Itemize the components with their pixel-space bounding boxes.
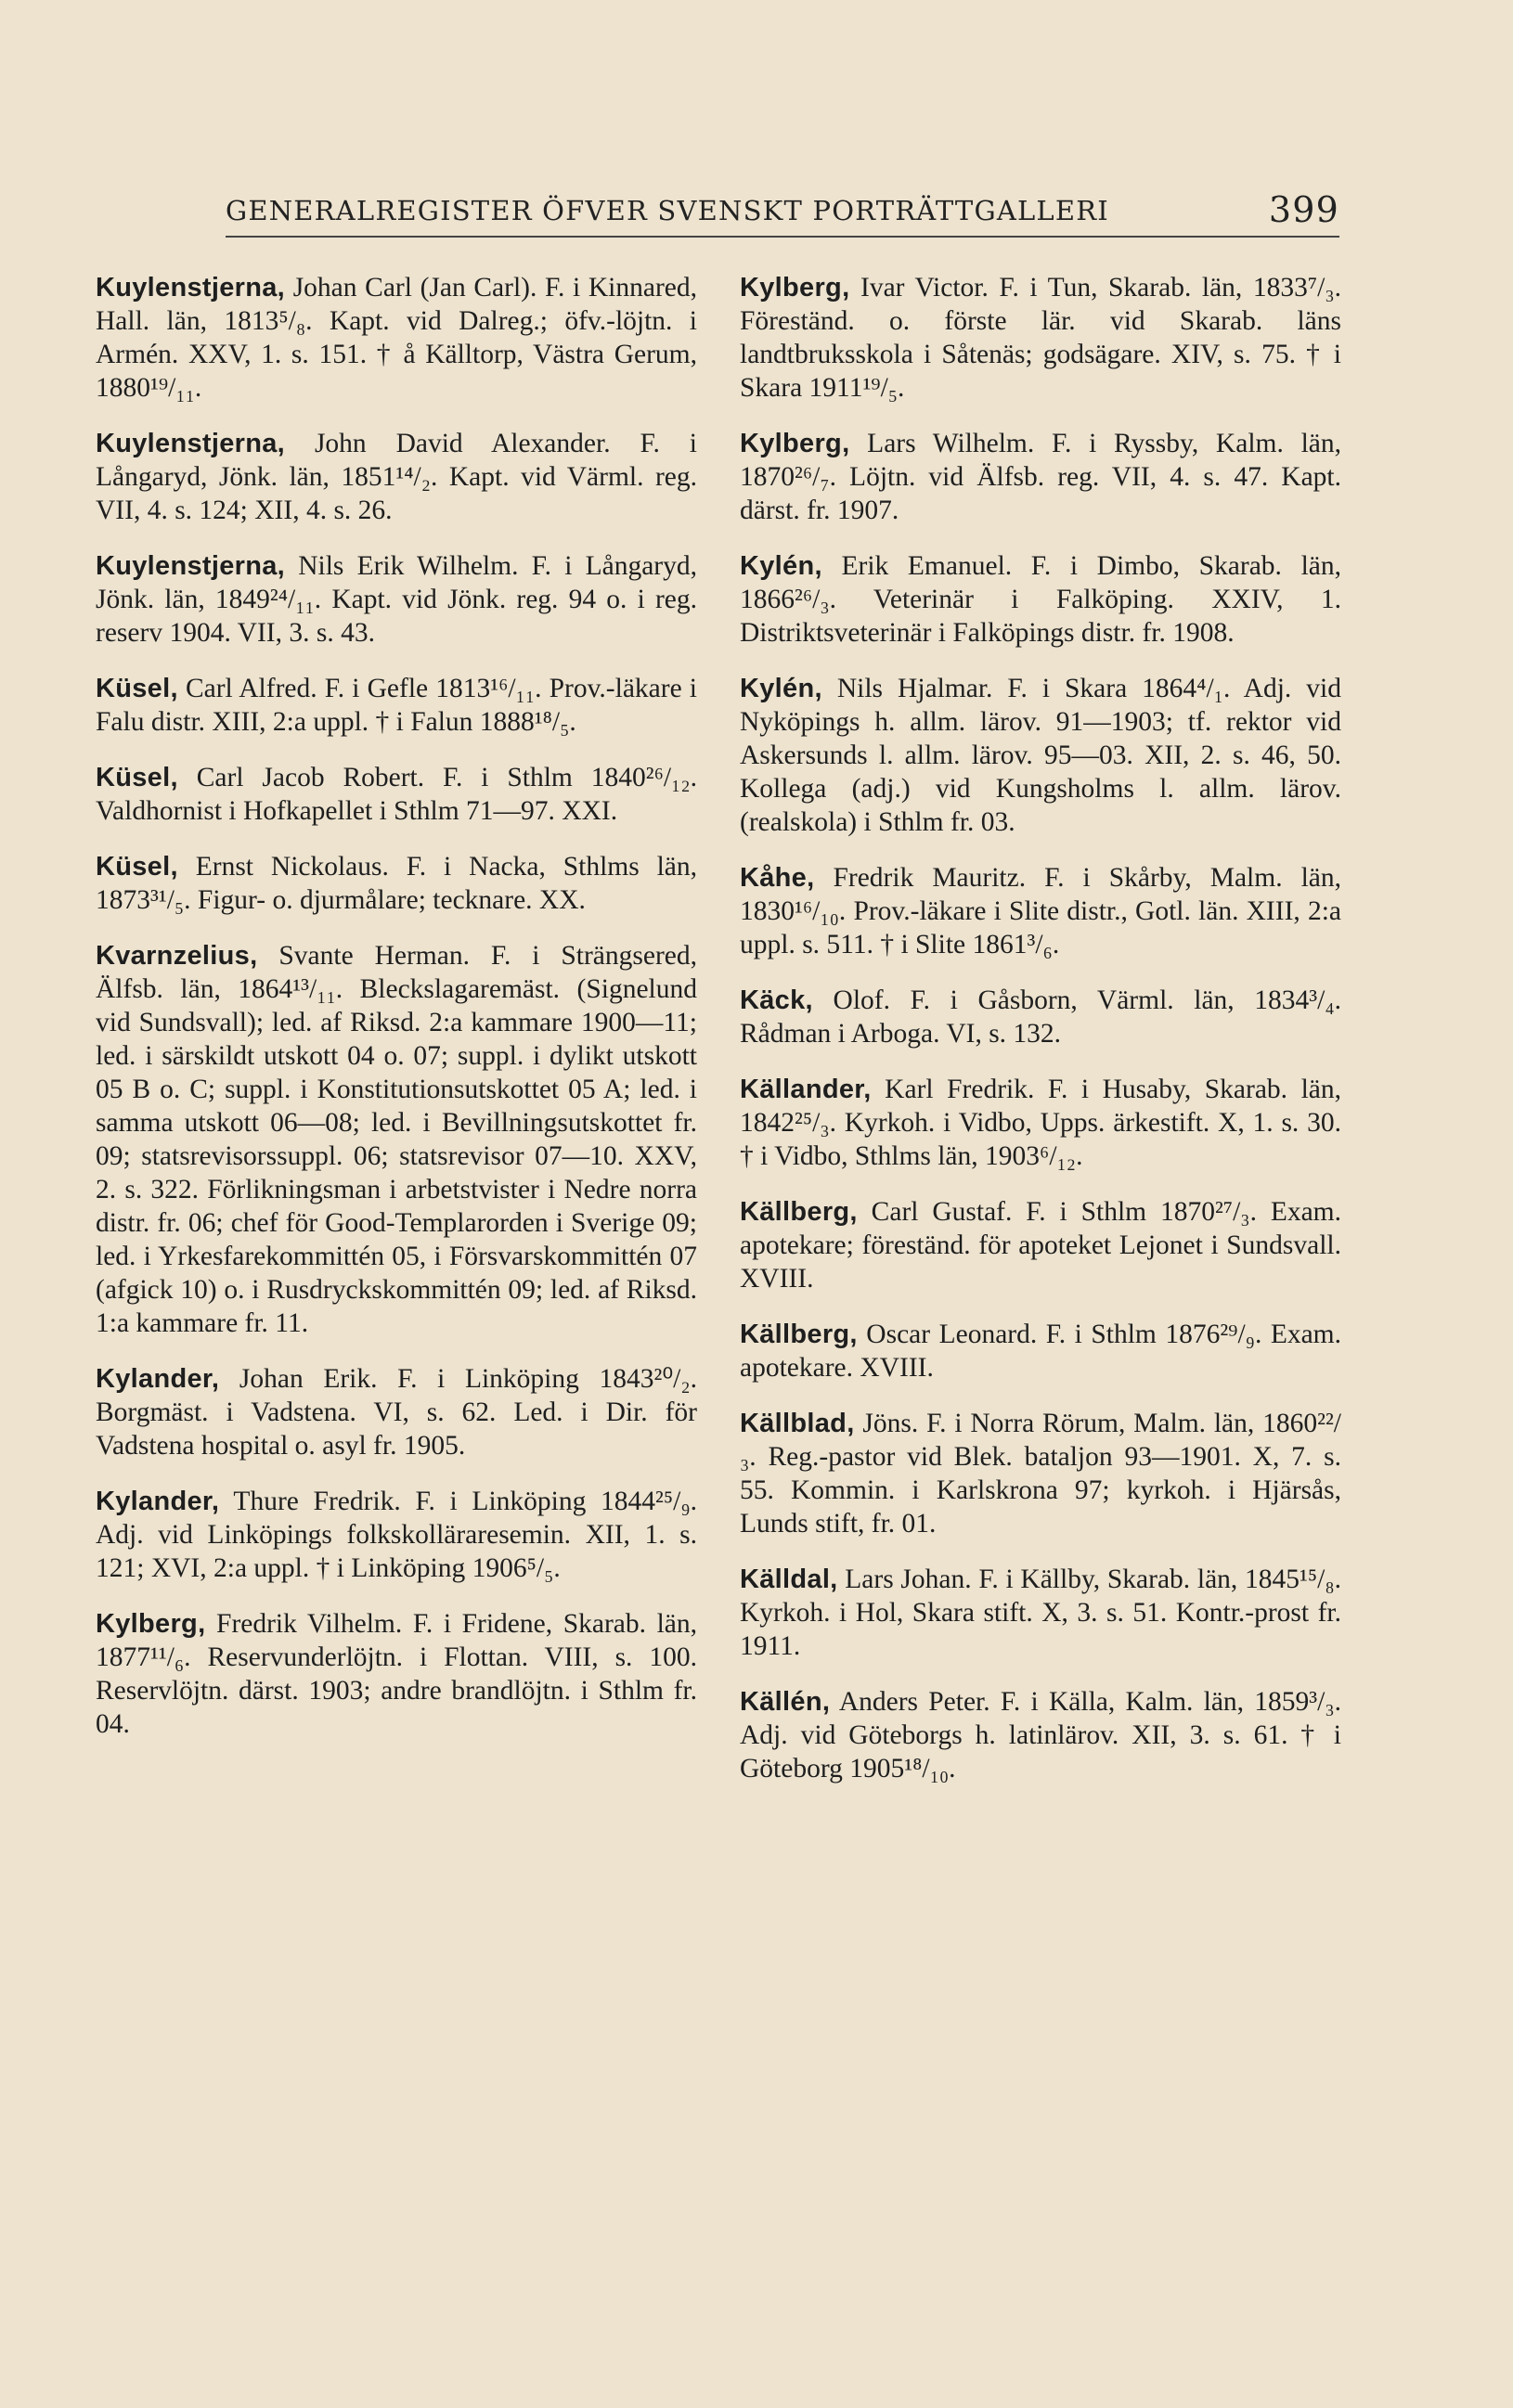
entry-text: Karl Fredrik. F. i Husaby, Skarab. län, 1842²⁵/₃. Kyrkoh. i Vidbo, Upps. ärkestift. X, 1. s. 30. † i Vidbo, Sthlms län, 1903⁶/₁₂.: [740, 1075, 1341, 1171]
register-entry: [740, 1407, 1341, 1540]
register-entry: [740, 984, 1341, 1050]
entry-text: Nils Erik Wilhelm. F. i Långaryd, Jönk. län, 1849²⁴/₁₁. Kapt. vid Jönk. reg. 94 o. i reg. reserv 1904. VII, 3. s. 43.: [96, 551, 698, 648]
register-entry: [96, 939, 697, 1340]
entry-surname: Kylberg,: [740, 429, 850, 458]
entry-text: Olof. F. i Gåsborn, Värml. län, 1834³/₄. Rådman i Arboga. VI, s. 132.: [740, 985, 1342, 1049]
entry-text: Erik Emanuel. F. i Dimbo, Skarab. län, 1866²⁶/₃. Veterinär i Falköping. XXIV, 1. Distriktsveterinär i Falköpings distr. fr. 1908.: [740, 551, 1341, 648]
entry-surname: Källblad,: [740, 1409, 855, 1438]
header-rule: [226, 236, 1339, 238]
entry-surname: Kvarnzelius,: [96, 941, 258, 971]
left-column: [96, 271, 697, 1763]
entry-surname: Kuylenstjerna,: [96, 273, 286, 303]
entry-text: Johan Carl (Jan Carl). F. i Kinnared, Hall. län, 1813⁵/₈. Kapt. vid Dalreg.; öfv.-löjtn. i Armén. XXV, 1. s. 151. † å Källtorp, Västra Gerum, 1880¹⁹/₁₁.: [96, 273, 698, 403]
entry-surname: Kåhe,: [740, 863, 815, 893]
register-entry: [740, 1195, 1341, 1295]
entry-text: Fredrik Vilhelm. F. i Fridene, Skarab. län, 1877¹¹/₆. Reservunderlöjtn. i Flottan. VIII, s. 100. Reservlöjtn. därst. 1903; andre brandlöjtn. i Sthlm fr. 04.: [96, 1609, 697, 1739]
entry-surname: Kylén,: [740, 551, 822, 581]
entry-text: Jöns. F. i Norra Rörum, Malm. län, 1860²²/₃. Reg.-pastor vid Blek. bataljon 93—1901. X, 7. s. 55. Kommin. i Karlskrona 97; kyrkoh. i Hjärsås, Lunds stift, fr. 01.: [740, 1409, 1341, 1539]
register-entry: [740, 427, 1341, 527]
register-entry: [740, 1073, 1341, 1173]
entry-text: Carl Jacob Robert. F. i Sthlm 1840²⁶/₁₂. Valdhornist i Hofkapellet i Sthlm 71—97. XXI.: [96, 763, 697, 826]
entry-text: Ivar Victor. F. i Tun, Skarab. län, 1833⁷/₃. Föreständ. o. förste lär. vid Skarab. läns landtbruksskola i Såtenäs; godsägare. XIV, s. 75. † i Skara 1911¹⁹/₅.: [740, 273, 1341, 403]
entry-text: Svante Herman. F. i Strängsered, Älfsb. län, 1864¹³/₁₁. Bleckslagaremäst. (Signelund vid Sundsvall); led. af Riksd. 2:a kammare 1900—11; led. i särskildt utskott 04 o. 07; suppl. i dylikt utskott 05 B o. C; suppl. i Konstitutionsutskottet 05 A; led. i samma utskott 06—08; led. i Bevillningsutskottet fr. 09; statsrevisorssuppl. 06; statsrevisor 07—10. XXV, 2. s. 322. Förlikningsman i arbetstvister i Nedre norra distr. fr. 06; chef för Good-Templarorden i Sverige 09; led. i Yrkesfarekommittén 05, i Försvarskommittén 07 (afgick 10) o. i Rusdryckskommittén 09; led. af Riksd. 1:a kammare fr. 11.: [96, 941, 697, 1338]
entry-text: Fredrik Mauritz. F. i Skårby, Malm. län, 1830¹⁶/₁₀. Prov.-läkare i Slite distr., Gotl. län. XIII, 2:a uppl. s. 511. † i Slite 1861³/₆.: [740, 863, 1341, 959]
register-entry: [96, 1485, 697, 1585]
entry-text: Carl Gustaf. F. i Sthlm 1870²⁷/₃. Exam. apotekare; föreständ. för apoteket Lejonet i Sundsvall. XVIII.: [740, 1197, 1341, 1294]
entry-text: Carl Alfred. F. i Gefle 1813¹⁶/₁₁. Prov.-läkare i Falu distr. XIII, 2:a uppl. † i Falun 1888¹⁸/₅.: [96, 674, 697, 737]
entry-text: Lars Wilhelm. F. i Ryssby, Kalm. län, 1870²⁶/₇. Löjtn. vid Älfsb. reg. VII, 4. s. 47. Kapt. därst. fr. 1907.: [740, 429, 1341, 525]
register-entry: [96, 672, 697, 739]
entry-text: Lars Johan. F. i Källby, Skarab. län, 1845¹⁵/₈. Kyrkoh. i Hol, Skara stift. X, 3. s. 51. Kontr.-prost fr. 1911.: [740, 1565, 1342, 1661]
entry-surname: Kylberg,: [740, 273, 850, 303]
register-entry: [96, 1607, 697, 1741]
register-entry: [740, 1685, 1341, 1785]
entry-surname: Källander,: [740, 1075, 872, 1104]
entry-surname: Kylén,: [740, 674, 822, 703]
register-entry: [740, 549, 1341, 650]
register-entry: [740, 861, 1341, 961]
entry-surname: Källberg,: [740, 1320, 858, 1349]
entry-surname: Kylander,: [96, 1487, 220, 1516]
running-title: GENERALREGISTER ÖFVER SVENSKT PORTRÄTTGALLERI: [226, 195, 1109, 226]
entry-text: Oscar Leonard. F. i Sthlm 1876²⁹/₉. Exam. apotekare. XVIII.: [740, 1320, 1341, 1383]
register-entry: [740, 1318, 1341, 1384]
entry-text: Johan Erik. F. i Linköping 1843²⁰/₂. Borgmäst. i Vadstena. VI, s. 62. Led. i Dir. för Vadstena hospital o. asyl fr. 1905.: [96, 1364, 698, 1461]
register-entry: [740, 1563, 1341, 1663]
right-column: [740, 271, 1341, 1808]
register-entry: [96, 427, 697, 527]
entry-surname: Käck,: [740, 985, 813, 1015]
register-entry: [740, 672, 1341, 839]
register-entry: [740, 271, 1341, 405]
entry-surname: Küsel,: [96, 674, 178, 703]
entry-surname: Källén,: [740, 1687, 831, 1717]
entry-text: Ernst Nickolaus. F. i Nacka, Sthlms län, 1873³¹/₅. Figur- o. djurmålare; tecknare. XX.: [96, 852, 697, 915]
entry-text: Thure Fredrik. F. i Linköping 1844²⁵/₉. Adj. vid Linköpings folkskolläraresemin. XII, 1. s. 121; XVI, 2:a uppl. † i Linköping 1906⁵/₅.: [96, 1487, 698, 1583]
entry-surname: Källberg,: [740, 1197, 858, 1227]
page-number: 399: [1268, 189, 1339, 230]
entry-text: Anders Peter. F. i Källa, Kalm. län, 1859³/₃. Adj. vid Göteborgs h. latinlärov. XII, 3. s. 61. † i Göteborg 1905¹⁸/₁₀.: [740, 1687, 1341, 1783]
entry-surname: Küsel,: [96, 763, 178, 792]
entry-surname: Kuylenstjerna,: [96, 551, 286, 581]
entry-text: John David Alexander. F. i Långaryd, Jönk. län, 1851¹⁴/₂. Kapt. vid Värml. reg. VII, 4. s. 124; XII, 4. s. 26.: [96, 429, 697, 525]
entry-surname: Källdal,: [740, 1565, 838, 1594]
entry-surname: Küsel,: [96, 852, 178, 882]
register-entry: [96, 549, 697, 650]
entry-surname: Kuylenstjerna,: [96, 429, 286, 458]
page-header: [226, 186, 1339, 232]
register-entry: [96, 850, 697, 917]
entry-surname: Kylberg,: [96, 1609, 206, 1639]
register-entry: [96, 1362, 697, 1462]
register-entry: [96, 761, 697, 828]
entry-text: Nils Hjalmar. F. i Skara 1864⁴/₁. Adj. vid Nyköpings h. allm. lärov. 91—1903; tf. rektor vid Askersunds l. allm. lärov. 95—03. XII, 2. s. 46, 50. Kollega (adj.) vid Kungsholms l. allm. lärov. (realskola) i Sthlm fr. 03.: [740, 674, 1341, 837]
register-entry: [96, 271, 697, 405]
entry-surname: Kylander,: [96, 1364, 220, 1394]
